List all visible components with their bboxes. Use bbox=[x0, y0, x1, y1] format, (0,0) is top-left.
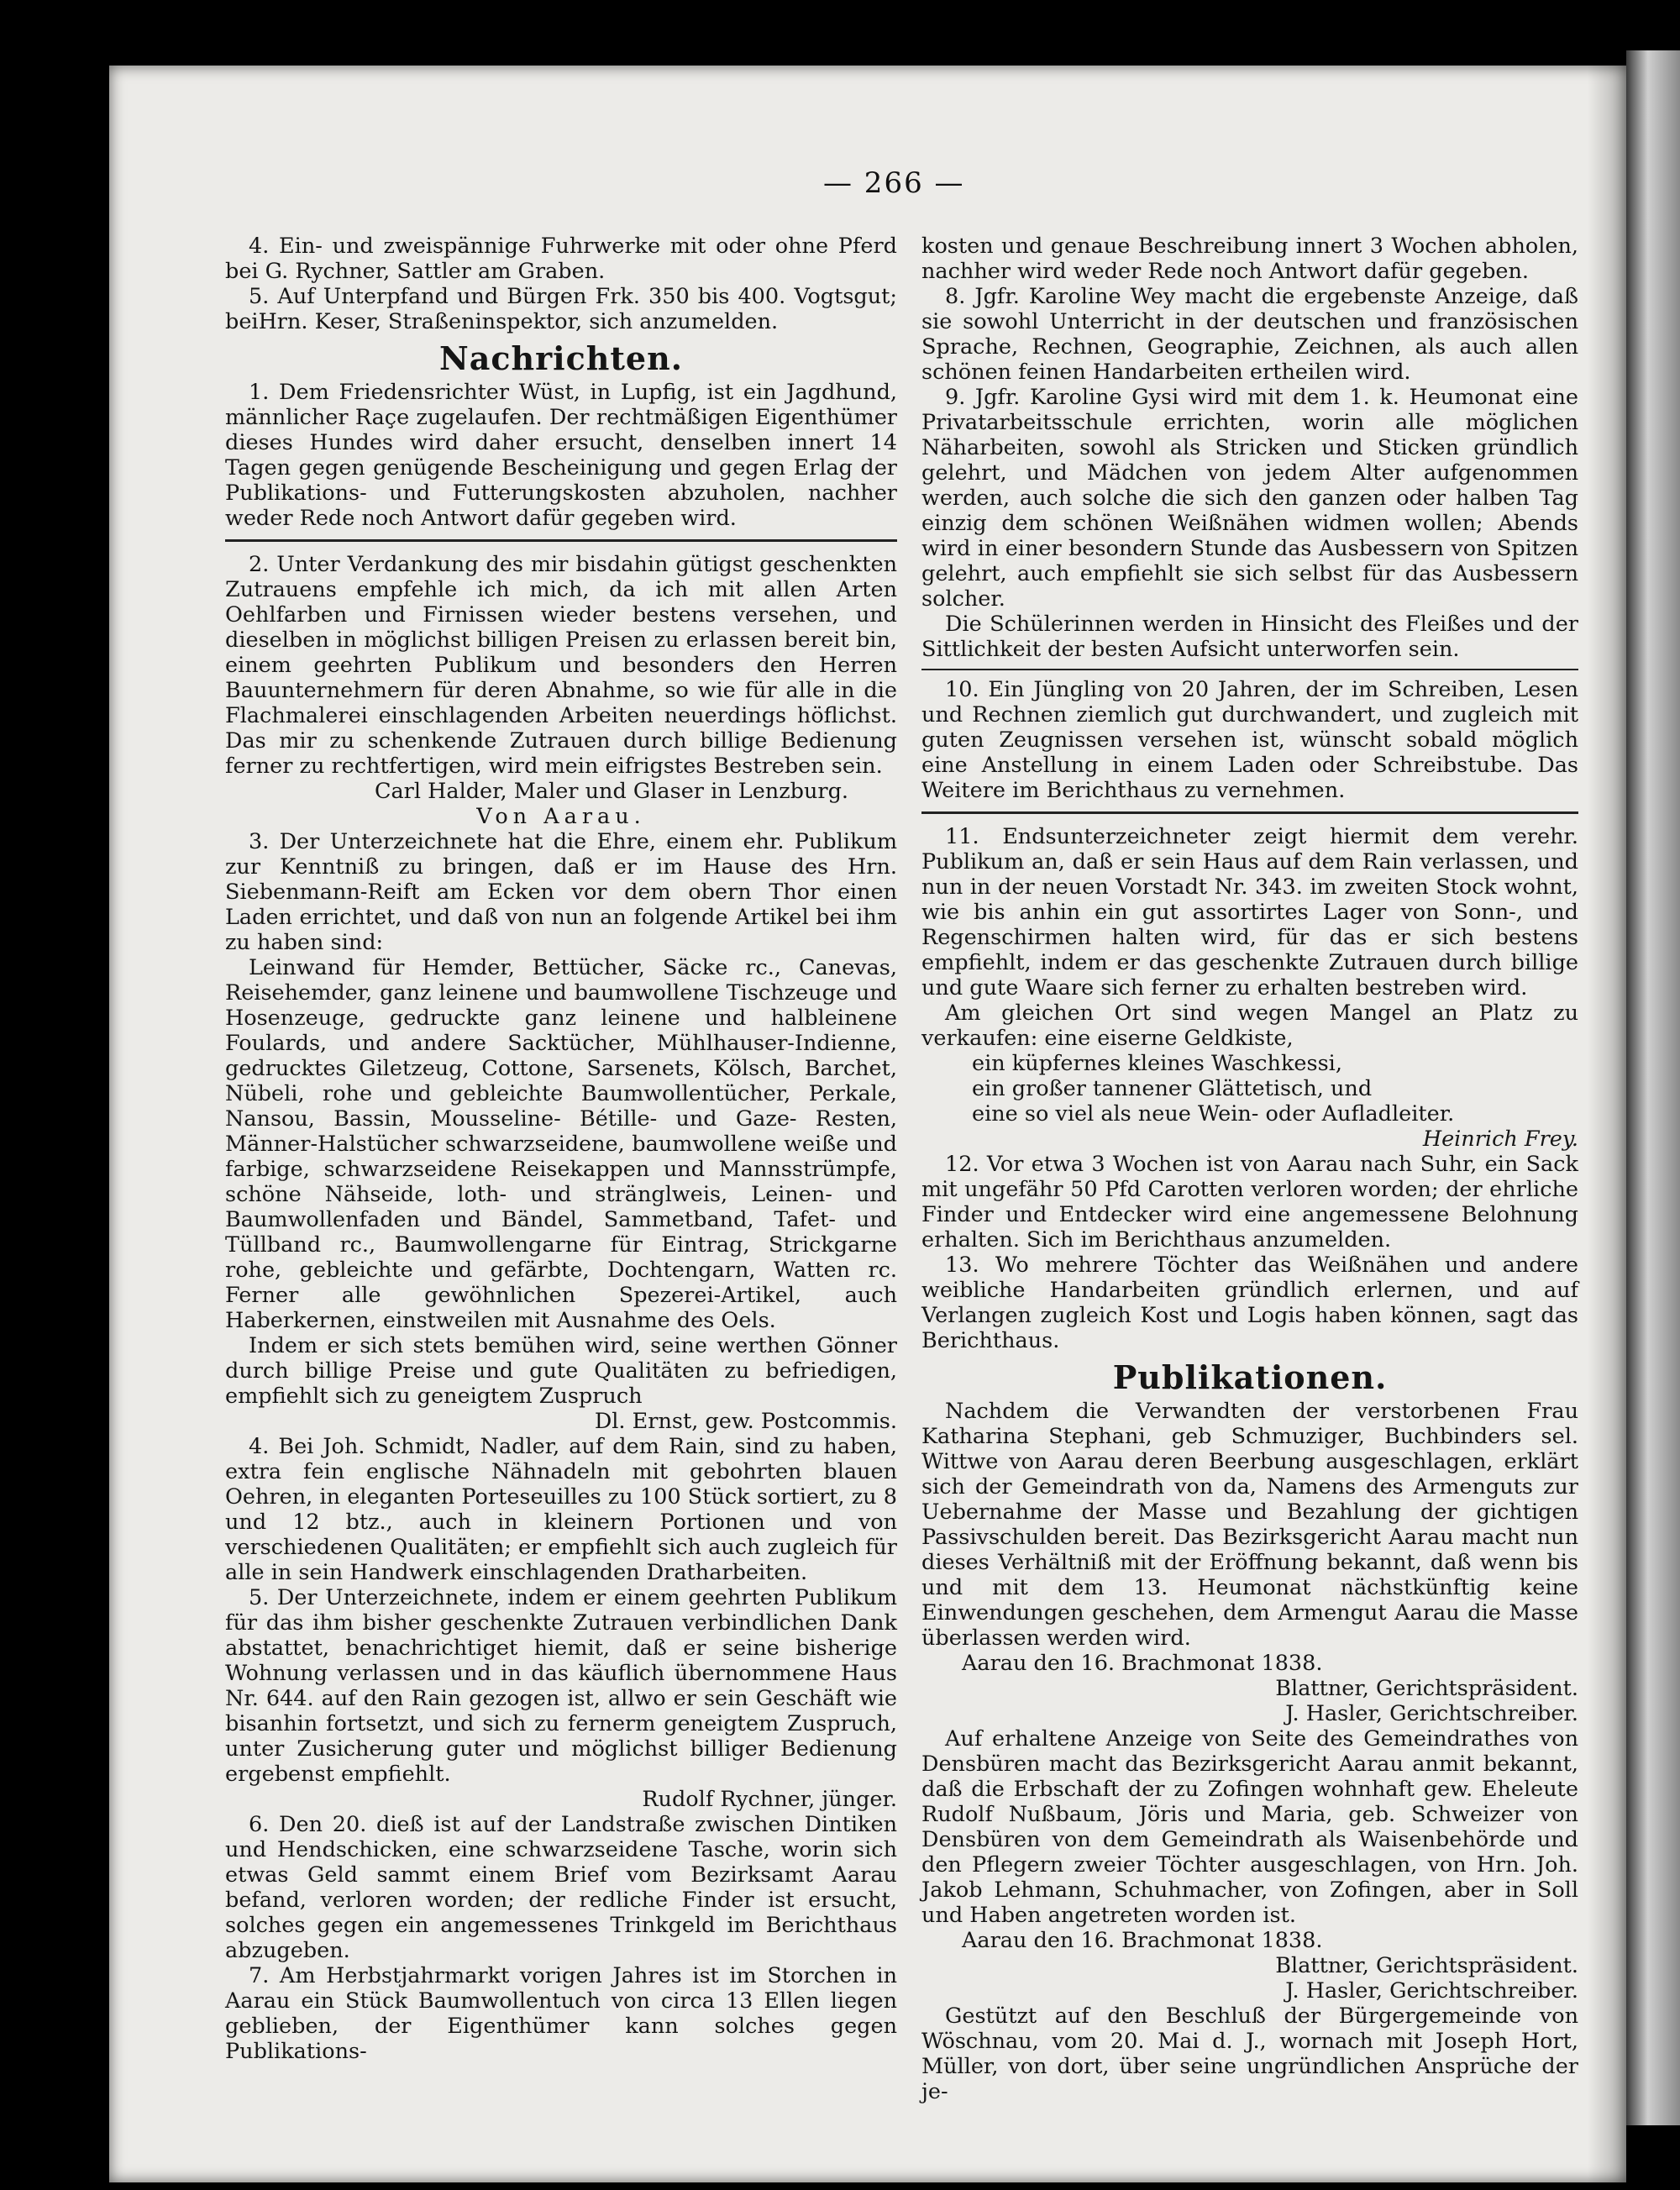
page-fold-shadow bbox=[1588, 66, 1626, 2182]
publication-1-signature-president: Blattner, Gerichtspräsident. bbox=[1275, 1676, 1578, 1701]
section-heading-nachrichten: Nachrichten. bbox=[439, 339, 683, 377]
left-column bbox=[225, 234, 897, 2064]
news-item-13: 13. Wo mehrere Töchter das Weißnähen und andere weibliche Handarbeiten gründlich erlernen, und auf Verlangen zugleich Kost und Logis haben können, sagt das Berichthaus. bbox=[921, 1253, 1578, 1353]
page-edge bbox=[1626, 50, 1680, 2125]
publication-2-date: Aarau den 16. Brachmonat 1838. bbox=[962, 1928, 1323, 1953]
news-item-9-note: Die Schülerinnen werden in Hinsicht des Fleißes und der Sittlichkeit der besten Aufsicht unterworfen sein. bbox=[921, 612, 1578, 662]
news-item-11-signature: Heinrich Frey. bbox=[1422, 1127, 1578, 1152]
news-item-2: 2. Unter Verdankung des mir bisdahin gütigst geschenkten Zutrauens empfehle ich mich, da ich mit allen Arten Oehlfarben und Firnissen wieder bestens versehen, und dieselben in möglichst billigen Preisen zu erlassen bereit bin, einem geehrten Publikum und besonders den Herren Bauunternehmern für deren Abnahme, so wie für alle in die Flachmalerei einschlagenden Arbeiten neuerdings höflichst. Das mir zu schenkende Zutrauen durch billige Bedienung ferner zu rechtfertigen, wird mein eifrigstes Bestreben sein. bbox=[225, 552, 897, 779]
news-item-4: 4. Bei Joh. Schmidt, Nadler, auf dem Rain, sind zu haben, extra fein englische Nähnadeln mit gebohrten blauen Oehren, in eleganten Porteseuilles zu 100 Stück sortiert, zu 8 und 12 btz., auch in kleinern Portionen und von verschiedenen Qualitäten; er empfiehlt sich auch zugleich für alle in sein Handwerk einschlagenden Dratharbeiten. bbox=[225, 1434, 897, 1585]
publication-1-signature-clerk: J. Hasler, Gerichtschreiber. bbox=[1285, 1701, 1578, 1726]
publication-1-date: Aarau den 16. Brachmonat 1838. bbox=[962, 1651, 1323, 1676]
publication-1: Nachdem die Verwandten der verstorbenen Frau Katharina Stephani, geb Schmuziger, Buchbinders sel. Wittwe von Aarau deren Beerbung ausgeschlagen, erklärt sich der Gemeindrath von da, Namens des Armenguts zur Uebernahme der Masse und Bezahlung der gichtigen Passivschulden bereit. Das Bezirksgericht Aarau macht nun dieses Verhältniß mit der Eröffnung bekannt, daß wenn bis und mit dem 13. Heumonat nächstkünftig keine Einwendungen geschehen, dem Armengut Aarau die Masse überlassen werden wird. bbox=[921, 1399, 1578, 1651]
news-item-10: 10. Ein Jüngling von 20 Jahren, der im Schreiben, Lesen und Rechnen ziemlich gut durchwandert, und zugleich mit guten Zeugnissen versehen ist, wünscht sobald möglich eine Anstellung in einem Laden oder Schreibstube. Das Weitere im Berichthaus zu vernehmen. bbox=[921, 677, 1578, 803]
sale-item: ein großer tannener Glättetisch, und bbox=[972, 1076, 1373, 1101]
sale-item: ein küpfernes kleines Waschkessi, bbox=[972, 1051, 1342, 1076]
divider bbox=[225, 539, 897, 542]
divider bbox=[921, 811, 1578, 814]
news-item-5: 5. Der Unterzeichnete, indem er einem geehrten Publikum für das ihm bisher geschenkte Zutrauen verbindlichen Dank abstattet, benachrichtiget hiemit, daß er seine bisherige Wohnung verlassen und in das käuflich übernommene Haus Nr. 644. auf den Rain gezogen ist, allwo er sein Geschäft wie bisanhin fortsetzt, und sich zu fernerm geneigtem Zuspruch, unter Zusicherung guter und möglichst billiger Bedienung ergebenst empfiehlt. bbox=[225, 1585, 897, 1787]
news-item-3-articles: Leinwand für Hemder, Bettücher, Säcke rc., Canevas, Reisehemder, ganz leinene und baumwollene Tischzeuge und Hosenzeuge, gedruckte ganz leinene und halbleinene Foulards, und andere Sacktücher, Mühlhauser-Indienne, gedrucktes Giletzeug, Cottone, Sarsenets, Kölsch, Barchet, Nübeli, rohe und gebleichte Baumwollentücher, Perkale, Nansou, Bassin, Mousseline- Bétille- und Gaze- Resten, Männer-Halstücher schwarzseidene, baumwollene weiße und farbige, schwarzseidene Reisekappen und Mannsstrümpfe, schöne Nähseide, loth- und stränglweis, Leinen- und Baumwollenfaden und Bändel, Sammetband, Tafet- und Tüllband rc., Baumwollengarne für Eintrag, Strickgarne rohe, gebleichte und gefärbte, Dochtengarn, Watten rc. Ferner alle gewöhnlichen Spezerei-Artikel, auch Haberkernen, einstweilen mit Ausnahme des Oels. bbox=[225, 955, 897, 1333]
news-item-11: 11. Endsunterzeichneter zeigt hiermit dem verehr. Publikum an, daß er sein Haus auf dem Rain verlassen, und nun in der neuen Vorstadt Nr. 343. im zweiten Stock wohnt, wie bis anhin ein gut assortirtes Lager von Sonn-, und Regenschirmen halten wird, für das er sich bestens empfiehlt, indem er das geschenkte Zutrauen durch billige und gute Waare sich ferner zu erhalten bestreben wird. bbox=[921, 824, 1578, 1000]
right-column bbox=[921, 234, 1578, 2104]
page-number: — 266 — bbox=[823, 166, 965, 200]
publication-2-signature-clerk: J. Hasler, Gerichtschreiber. bbox=[1285, 1978, 1578, 2004]
sale-item: eine so viel als neue Wein- oder Aufladleiter. bbox=[972, 1101, 1455, 1127]
divider bbox=[921, 669, 1578, 670]
news-item-2-signature: Carl Halder, Maler und Glaser in Lenzburg. bbox=[374, 779, 849, 804]
news-item-11-sale: Am gleichen Ort sind wegen Mangel an Platz zu verkaufen: eine eiserne Geldkiste, bbox=[921, 1000, 1578, 1051]
news-item-7-continued: kosten und genaue Beschreibung innert 3 Wochen abholen, nachher wird weder Rede noch Antwort dafür gegeben. bbox=[921, 234, 1578, 284]
news-item-1: 1. Dem Friedensrichter Wüst, in Lupfig, ist ein Jagdhund, männlicher Raçe zugelaufen. Der rechtmäßigen Eigenthümer dieses Hundes wird daher ersucht, denselben innert 14 Tagen gegen genügende Bescheinigung und gegen Erlag der Publikations- und Futterungskosten abzuholen, nachher weder Rede noch Antwort dafür gegeben wird. bbox=[225, 380, 897, 531]
news-item-9: 9. Jgfr. Karoline Gysi wird mit dem 1. k. Heumonat eine Privatarbeitsschule errichten, worin alle möglichen Näharbeiten, sowohl als Stricken und Sticken gründlich gelehrt, und Mädchen von jedem Alter aufgenommen werden, auch solche die sich den ganzen oder halben Tag einzig dem schönen Weißnähen widmen wollen; Abends wird in einer besondern Stunde das Ausbessern von Spitzen gelehrt, auch empfiehlt sie sich selbst für das Ausbessern solcher. bbox=[921, 385, 1578, 612]
news-item-6: 6. Den 20. dieß ist auf der Landstraße zwischen Dintiken und Hendschicken, eine schwarzseidene Tasche, worin sich etwas Geld sammt einem Brief vom Bezirksamt Aarau befand, verloren worden; der redliche Finder ist ersucht, solches gegen ein angemessenes Trinkgeld im Berichthaus abzugeben. bbox=[225, 1812, 897, 1963]
notice-4-vehicles: 4. Ein- und zweispännige Fuhrwerke mit oder ohne Pferd bei G. Rychner, Sattler am Graben. bbox=[225, 234, 897, 284]
section-heading-publikationen: Publikationen. bbox=[1112, 1358, 1388, 1396]
news-item-5-signature: Rudolf Rychner, jünger. bbox=[642, 1787, 897, 1812]
publication-2-signature-president: Blattner, Gerichtspräsident. bbox=[1275, 1953, 1578, 1978]
publication-3: Gestützt auf den Beschluß der Bürgergemeinde von Wöschnau, vom 20. Mai d. J., wornach mit Joseph Hort, Müller, von dort, über seine ungründlichen Ansprüche der je- bbox=[921, 2004, 1578, 2104]
publication-2: Auf erhaltene Anzeige von Seite des Gemeindrathes von Densbüren macht das Bezirksgericht Aarau anmit bekannt, daß die Erbschaft der zu Zofingen wohnhaft gew. Eheleute Rudolf Nußbaum, Jöris und Maria, geb. Schweizer von Densbüren von dem Gemeindrath als Waisenbehörde und den Pflegern zweier Töchter ausgeschlagen, von Hrn. Joh. Jakob Lehmann, Schuhmacher, von Zofingen, aber in Soll und Haben angetreten worden ist. bbox=[921, 1726, 1578, 1928]
news-item-12: 12. Vor etwa 3 Wochen ist von Aarau nach Suhr, ein Sack mit ungefähr 50 Pfd Carotten verloren worden; der ehrliche Finder und Entdecker wird eine angemessene Belohnung erhalten. Sich im Berichthaus anzumelden. bbox=[921, 1152, 1578, 1253]
news-item-3-closing: Indem er sich stets bemühen wird, seine werthen Gönner durch billige Preise und gute Qualitäten zu befriedigen, empfiehlt sich zu geneigtem Zuspruch bbox=[225, 1333, 897, 1409]
news-item-2-origin: Von Aarau. bbox=[476, 804, 646, 829]
news-item-7: 7. Am Herbstjahrmarkt vorigen Jahres ist im Storchen in Aarau ein Stück Baumwollentuch von circa 13 Ellen liegen geblieben, der Eigenthümer kann solches gegen Publikations- bbox=[225, 1963, 897, 2064]
notice-5-loan: 5. Auf Unterpfand und Bürgen Frk. 350 bis 400. Vogtsgut; beiHrn. Keser, Straßeninspektor, sich anzumelden. bbox=[225, 284, 897, 334]
news-item-8: 8. Jgfr. Karoline Wey macht die ergebenste Anzeige, daß sie sowohl Unterricht in der deutschen und französischen Sprache, Rechnen, Geographie, Zeichnen, als auch allen schönen feinen Handarbeiten ertheilen wird. bbox=[921, 284, 1578, 385]
news-item-3-intro: 3. Der Unterzeichnete hat die Ehre, einem ehr. Publikum zur Kenntniß zu bringen, daß er im Hause des Hrn. Siebenmann-Reift am Ecken vor dem obern Thor einen Laden errichtet, und daß von nun an folgende Artikel bei ihm zu haben sind: bbox=[225, 829, 897, 955]
news-item-3-signature: Dl. Ernst, gew. Postcommis. bbox=[594, 1409, 897, 1434]
